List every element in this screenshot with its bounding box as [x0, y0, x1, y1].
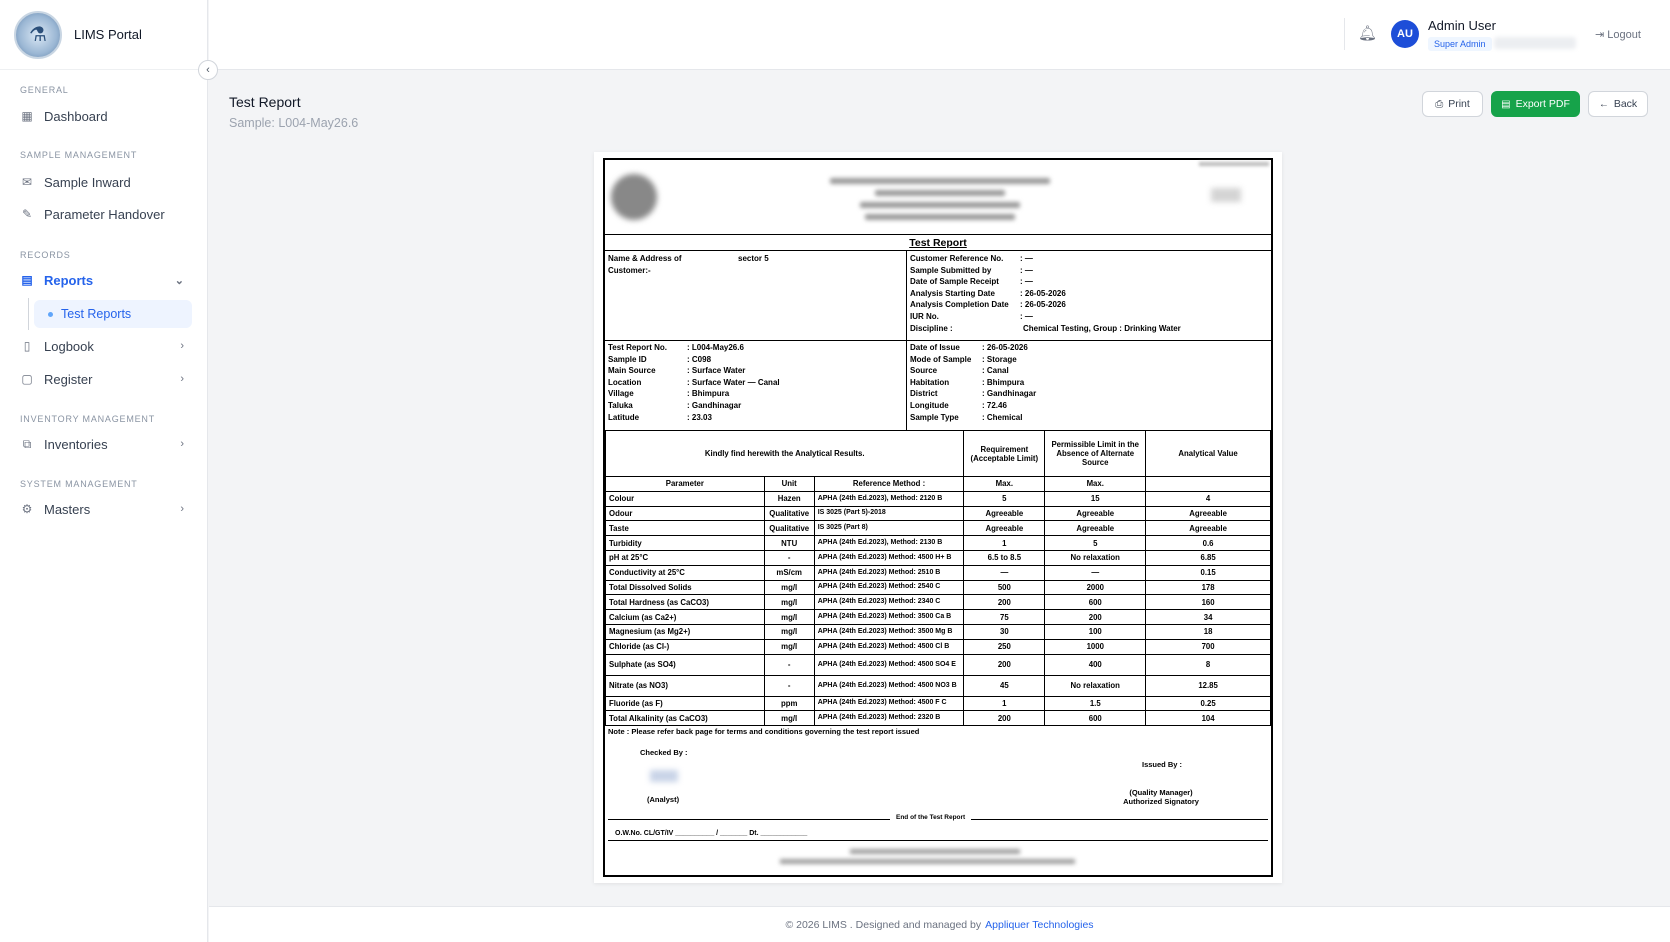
- authorized-signatory-label: Authorized Signatory: [1123, 797, 1199, 806]
- user-name: Admin User: [1428, 18, 1496, 33]
- table-cell: APHA (24th Ed.2023) Method: 4500 NO3 B: [814, 675, 964, 696]
- info-value: : —: [1020, 265, 1033, 275]
- outward-number: O.W.No. CL/GT/IV __________ / _______ Dt. ____________: [615, 830, 808, 837]
- table-row: [606, 624, 1271, 639]
- redacted-text: [850, 849, 1020, 854]
- sidebar-item-logbook[interactable]: ▯ Logbook ›: [12, 331, 194, 361]
- sample-label: Date of Issue: [910, 343, 960, 352]
- avatar[interactable]: AU: [1391, 20, 1419, 48]
- sample-value: : Surface Water — Canal: [687, 377, 780, 387]
- table-cell: mS/cm: [764, 565, 814, 580]
- table-cell: APHA (24th Ed.2023) Method: 3500 Ca B: [814, 610, 964, 625]
- column-header: Unit: [764, 477, 814, 492]
- table-cell: mg/l: [764, 580, 814, 595]
- table-cell: 500: [964, 580, 1045, 595]
- bullet-icon: [48, 312, 53, 317]
- column-header: Reference Method :: [814, 477, 964, 492]
- sidebar-item-reports[interactable]: ▤ Reports ⌄: [21, 272, 184, 288]
- column-header: Requirement (Acceptable Limit): [964, 431, 1045, 477]
- issued-by-label: Issued By :: [1142, 760, 1183, 769]
- table-row: [606, 711, 1271, 726]
- section-general: GENERAL: [20, 85, 69, 95]
- sidebar: [0, 0, 208, 942]
- table-row: [606, 595, 1271, 610]
- sample-label: Taluka: [608, 401, 633, 410]
- table-cell: 1.5: [1045, 696, 1146, 711]
- table-cell: 1: [964, 536, 1045, 551]
- results-intro: Kindly find herewith the Analytical Results.: [606, 431, 964, 477]
- table-cell: pH at 25°C: [606, 550, 765, 565]
- table-row: [606, 506, 1271, 521]
- table-cell: Calcium (as Ca2+): [606, 610, 765, 625]
- table-cell: APHA (24th Ed.2023) Method: 4500 H+ B: [814, 550, 964, 565]
- table-row: [606, 550, 1271, 565]
- table-cell: 5: [964, 491, 1045, 506]
- customer-label: Name & Address of Customer:-: [608, 254, 682, 276]
- info-value: Chemical Testing, Group : Drinking Water: [1023, 323, 1181, 333]
- table-cell: Fluoride (as F): [606, 696, 765, 711]
- table-row: [606, 639, 1271, 654]
- table-cell: Odour: [606, 506, 765, 521]
- analyst-label: (Analyst): [647, 795, 680, 804]
- table-cell: Agreeable: [1146, 521, 1271, 536]
- sample-label: District: [910, 389, 938, 399]
- sidebar-collapse-button[interactable]: [198, 60, 218, 80]
- redacted-text: [875, 190, 1005, 196]
- sample-value: : Bhimpura: [687, 389, 730, 399]
- printer-icon: ⎙: [1435, 98, 1444, 110]
- table-cell: APHA (24th Ed.2023) Method: 2510 B: [814, 565, 964, 580]
- table-cell: 12.85: [1146, 675, 1271, 696]
- table-cell: 6.85: [1146, 550, 1271, 565]
- table-cell: 104: [1146, 711, 1271, 726]
- sample-label: Test Report No.: [608, 343, 667, 352]
- back-button[interactable]: ← Back: [1588, 91, 1648, 117]
- table-cell: 0.15: [1146, 565, 1271, 580]
- section-records: RECORDS: [20, 250, 71, 260]
- sample-label: Sample Type: [910, 412, 959, 422]
- chevron-right-icon: ›: [180, 373, 184, 385]
- chevron-right-icon: ›: [180, 340, 184, 352]
- report-preview: [594, 152, 1282, 883]
- table-cell: mg/l: [764, 595, 814, 610]
- section-inventory-management: INVENTORY MANAGEMENT: [20, 414, 156, 424]
- sample-value: : Canal: [982, 366, 1009, 376]
- sample-value: : L004-May26.6: [687, 343, 744, 352]
- sidebar-item-test-reports[interactable]: Test Reports: [34, 300, 192, 328]
- report-letterhead: [605, 160, 1271, 235]
- sample-label: Sample ID: [608, 354, 647, 364]
- export-pdf-button[interactable]: ▤ Export PDF: [1491, 91, 1580, 117]
- info-label: Discipline :: [910, 323, 953, 333]
- app-title: LIMS Portal: [74, 27, 142, 42]
- sample-label: Latitude: [608, 412, 640, 422]
- table-cell: 600: [1045, 595, 1146, 610]
- table-row: [606, 521, 1271, 536]
- table-cell: Agreeable: [1045, 521, 1146, 536]
- redacted-text: [830, 178, 1050, 184]
- portal-logo: ⚗: [14, 11, 62, 59]
- sidebar-item-parameter-handover[interactable]: ✎ Parameter Handover: [21, 206, 165, 222]
- table-cell: APHA (24th Ed.2023) Method: 2320 B: [814, 711, 964, 726]
- info-value: : 26-05-2026: [1020, 288, 1066, 298]
- table-cell: Total Alkalinity (as CaCO3): [606, 711, 765, 726]
- checked-by-label: Checked By :: [640, 748, 688, 757]
- table-cell: Taste: [606, 521, 765, 536]
- table-cell: Hazen: [764, 491, 814, 506]
- table-row: [606, 654, 1271, 675]
- footer-text: © 2026 LIMS . Designed and managed by: [785, 918, 982, 931]
- table-cell: Colour: [606, 491, 765, 506]
- sample-value: : Storage: [982, 354, 1017, 364]
- table-cell: —: [1045, 565, 1146, 580]
- table-cell: -: [764, 675, 814, 696]
- chevron-down-icon: ⌄: [174, 274, 184, 287]
- table-cell: —: [964, 565, 1045, 580]
- sidebar-item-register[interactable]: ▢ Register ›: [21, 371, 184, 387]
- table-cell: 250: [964, 639, 1045, 654]
- page-subtitle: Sample: L004-May26.6: [229, 116, 359, 130]
- sample-label: Location: [608, 377, 642, 387]
- boxes-icon: ⧉: [22, 436, 32, 451]
- bell-icon[interactable]: 🔔︎: [1358, 25, 1378, 42]
- footer-link[interactable]: Appliquer Technologies: [985, 918, 1094, 931]
- table-cell: 1000: [1045, 639, 1146, 654]
- column-header: Max.: [964, 477, 1045, 492]
- chevron-left-icon: ‹: [206, 64, 210, 76]
- redacted-text: [865, 214, 1015, 220]
- table-row: [606, 536, 1271, 551]
- info-label: Date of Sample Receipt: [910, 277, 999, 287]
- table-cell: APHA (24th Ed.2023) Method: 2540 C: [814, 580, 964, 595]
- table-cell: Total Dissolved Solids: [606, 580, 765, 595]
- table-cell: 100: [1045, 624, 1146, 639]
- table-cell: Agreeable: [1146, 506, 1271, 521]
- redacted-text: [780, 859, 1075, 864]
- user-role-badge: Super Admin: [1428, 37, 1492, 51]
- table-cell: mg/l: [764, 711, 814, 726]
- footer: [209, 906, 1670, 942]
- sidebar-item-inventories[interactable]: ⧉ Inventories ›: [12, 429, 194, 459]
- table-cell: 5: [1045, 536, 1146, 551]
- brand[interactable]: [0, 0, 207, 70]
- book-icon: ▯: [23, 339, 31, 353]
- table-cell: 15: [1045, 491, 1146, 506]
- table-cell: mg/l: [764, 639, 814, 654]
- info-value: : —: [1020, 277, 1033, 287]
- sample-value: : Gandhinagar: [982, 389, 1037, 399]
- table-cell: 75: [964, 610, 1045, 625]
- seal-emblem: [611, 174, 657, 220]
- redacted-text: [1199, 162, 1269, 166]
- column-header: [1146, 477, 1271, 492]
- table-cell: IS 3025 (Part 8): [814, 521, 964, 536]
- info-value: : —: [1020, 312, 1033, 321]
- sidebar-item-masters[interactable]: ⚙ Masters ›: [21, 501, 184, 517]
- table-cell: 200: [964, 711, 1045, 726]
- end-of-report: End of the Test Report: [890, 814, 971, 821]
- table-cell: 160: [1146, 595, 1271, 610]
- arrow-left-icon: ←: [1598, 98, 1609, 110]
- sample-value: : Bhimpura: [982, 377, 1025, 387]
- info-value: : 26-05-2026: [1020, 300, 1066, 310]
- grid-icon: ▦: [21, 109, 33, 123]
- table-cell: Magnesium (as Mg2+): [606, 624, 765, 639]
- table-cell: ppm: [764, 696, 814, 711]
- report-title: Test Report: [605, 236, 1271, 251]
- section-system-management: SYSTEM MANAGEMENT: [20, 479, 138, 489]
- pencil-icon: ✎: [21, 207, 33, 221]
- column-header: Parameter: [606, 477, 765, 492]
- table-cell: 200: [1045, 610, 1146, 625]
- table-cell: Chloride (as Cl-): [606, 639, 765, 654]
- print-button[interactable]: ⎙ Print: [1422, 91, 1483, 117]
- document-icon: ▤: [1501, 98, 1511, 110]
- table-cell: Agreeable: [964, 521, 1045, 536]
- column-header: Analytical Value: [1146, 431, 1271, 477]
- table-cell: APHA (24th Ed.2023), Method: 2130 B: [814, 536, 964, 551]
- info-label: Sample Submitted by: [910, 265, 992, 275]
- table-row: [606, 565, 1271, 580]
- table-cell: Qualitative: [764, 521, 814, 536]
- table-cell: APHA (24th Ed.2023) Method: 2340 C: [814, 595, 964, 610]
- table-cell: 18: [1146, 624, 1271, 639]
- table-cell: 600: [1045, 711, 1146, 726]
- sample-value: : Surface Water: [687, 366, 746, 376]
- inbox-icon: ✉: [21, 175, 33, 189]
- table-row: [606, 491, 1271, 506]
- table-cell: Agreeable: [1045, 506, 1146, 521]
- results-table: [605, 430, 1271, 726]
- table-cell: APHA (24th Ed.2023) Method: 4500 Cl B: [814, 639, 964, 654]
- chevron-right-icon: ›: [180, 503, 184, 515]
- table-cell: 4: [1146, 491, 1271, 506]
- sample-value: : 26-05-2026: [982, 343, 1028, 352]
- sample-label: Source: [910, 366, 938, 376]
- section-sample-management: SAMPLE MANAGEMENT: [20, 150, 138, 160]
- table-row: [606, 580, 1271, 595]
- logout-button[interactable]: ⇥ Logout: [1595, 29, 1641, 41]
- column-header: Permissible Limit in the Absence of Alternate Source: [1045, 431, 1146, 477]
- table-cell: 34: [1146, 610, 1271, 625]
- table-cell: Sulphate (as SO4): [606, 654, 765, 675]
- file-icon: ▤: [21, 273, 33, 287]
- report-note: Note : Please refer back page for terms and conditions governing the test report issued: [608, 727, 920, 736]
- column-header: Max.: [1045, 477, 1146, 492]
- table-cell: 0.6: [1146, 536, 1271, 551]
- table-cell: APHA (24th Ed.2023) Method: 4500 F C: [814, 696, 964, 711]
- table-cell: IS 3025 (Part 5)-2018: [814, 506, 964, 521]
- chevron-right-icon: ›: [180, 438, 184, 450]
- table-cell: Turbidity: [606, 536, 765, 551]
- table-cell: 1: [964, 696, 1045, 711]
- topbar: [209, 0, 1670, 70]
- sample-label: Main Source: [608, 366, 656, 376]
- sidebar-item-sample-inward[interactable]: ✉ Sample Inward: [21, 174, 131, 190]
- table-cell: 45: [964, 675, 1045, 696]
- divider: [605, 340, 1271, 341]
- table-cell: 700: [1146, 639, 1271, 654]
- sample-value: : Gandhinagar: [687, 401, 742, 410]
- table-row: [606, 610, 1271, 625]
- table-cell: 6.5 to 8.5: [964, 550, 1045, 565]
- gear-icon: ⚙: [21, 502, 33, 516]
- table-cell: NTU: [764, 536, 814, 551]
- table-cell: APHA (24th Ed.2023) Method: 3500 Mg B: [814, 624, 964, 639]
- sample-label: Mode of Sample: [910, 354, 972, 364]
- table-cell: Total Hardness (as CaCO3): [606, 595, 765, 610]
- report-document: [603, 158, 1273, 877]
- analyst-signature: [650, 770, 678, 782]
- table-cell: mg/l: [764, 624, 814, 639]
- table-cell: -: [764, 654, 814, 675]
- divider: [1344, 18, 1345, 50]
- table-cell: Nitrate (as NO3): [606, 675, 765, 696]
- info-label: IUR No.: [910, 312, 939, 321]
- table-row: [606, 675, 1271, 696]
- table-cell: mg/l: [764, 610, 814, 625]
- table-cell: APHA (24th Ed.2023) Method: 4500 SO4 E: [814, 654, 964, 675]
- info-label: Customer Reference No.: [910, 254, 1004, 263]
- customer-value: sector 5: [738, 254, 769, 263]
- accreditation-mark: [1211, 188, 1241, 202]
- table-cell: 0.25: [1146, 696, 1271, 711]
- table-cell: 2000: [1045, 580, 1146, 595]
- table-cell: 178: [1146, 580, 1271, 595]
- info-value: : —: [1020, 254, 1033, 263]
- quality-manager-label: (Quality Manager): [1129, 788, 1193, 797]
- table-cell: APHA (24th Ed.2023), Method: 2120 B: [814, 491, 964, 506]
- sample-value: : Chemical: [982, 412, 1023, 422]
- sample-label: Habitation: [910, 377, 950, 387]
- sidebar-item-dashboard[interactable]: ▦ Dashboard: [21, 108, 108, 124]
- table-cell: 200: [964, 654, 1045, 675]
- table-cell: 8: [1146, 654, 1271, 675]
- table-cell: 200: [964, 595, 1045, 610]
- clipboard-icon: ▢: [21, 372, 33, 386]
- page-title: Test Report: [229, 94, 301, 110]
- table-cell: 30: [964, 624, 1045, 639]
- divider: [608, 840, 1268, 841]
- table-row: [606, 696, 1271, 711]
- info-label: Analysis Completion Date: [910, 300, 1009, 310]
- info-label: Analysis Starting Date: [910, 288, 995, 298]
- sample-value: : C098: [687, 354, 712, 364]
- table-cell: No relaxation: [1045, 675, 1146, 696]
- submenu-guide: [28, 298, 29, 330]
- table-cell: Conductivity at 25°C: [606, 565, 765, 580]
- logout-icon: ⇥: [1595, 29, 1608, 41]
- sample-label: Longitude: [910, 401, 949, 410]
- table-cell: 400: [1045, 654, 1146, 675]
- redacted-text: [1494, 37, 1576, 49]
- table-cell: Agreeable: [964, 506, 1045, 521]
- sample-value: : 23.03: [687, 412, 712, 422]
- table-cell: No relaxation: [1045, 550, 1146, 565]
- table-cell: -: [764, 550, 814, 565]
- redacted-text: [860, 202, 1020, 208]
- sample-label: Village: [608, 389, 634, 399]
- sample-value: : 72.46: [982, 401, 1007, 410]
- table-cell: Qualitative: [764, 506, 814, 521]
